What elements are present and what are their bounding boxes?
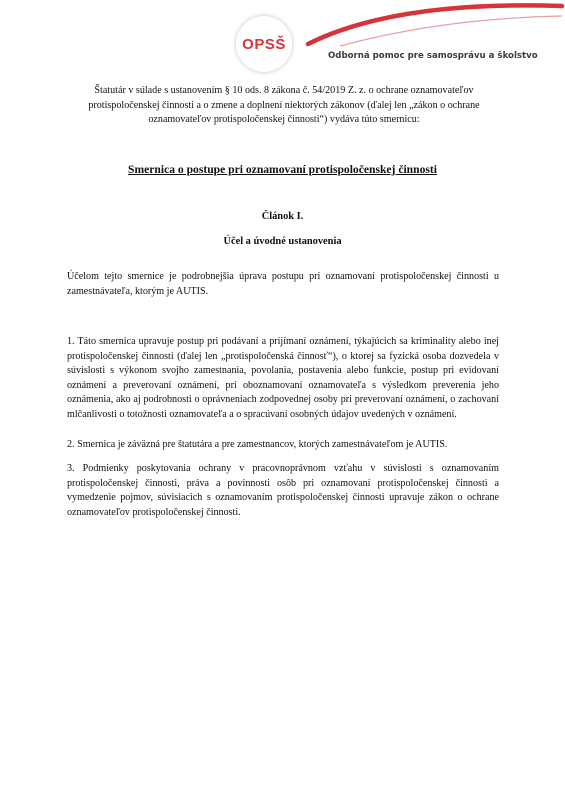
logo-text: OPSŠ [242, 35, 286, 53]
tagline: Odborná pomoc pre samosprávu a školstvo [328, 51, 538, 61]
opss-logo [236, 16, 292, 72]
article-heading: Účel a úvodné ustanovenia [223, 236, 342, 247]
paragraph-2: 2. Smernica je záväzná pre štatutára a pre zamestnancov, ktorých zamestnávateľom je AUTIS. [67, 439, 448, 450]
document-title: Smernica o postupe pri oznamovaní protispoločenskej činnosti [128, 163, 437, 176]
paragraph-3: 3. Podmienky poskytovania ochrany v pracovnoprávnom vzťahu v súvislosti s oznamovaním protispoločenskej činnosti, práva a povinnosti osôb pri oznamovaní protispoločenskej činnosti a vymedzenie pojmov, súvisiacich s oznamovaním protispoločenskej činnosti upravuje zákon o ochrane oznamovateľov protispoločenskej činnosti. [67, 463, 499, 518]
paragraph-1: 1. Táto smernica upravuje postup pri podávaní a prijímaní oznámení, týkajúcich sa kriminality alebo inej protispoločenskej činnosti (ďalej len „protispoločenská činnosť“), o ktorej sa fyzická osoba dozvedela v súvislosti s výkonom svojho zamestnania, povolania, postavenia alebo funkcie, postup pri evidovaní oznámení a preverovaní oznámení, pri oboznamovaní oznamovateľa s výsledkom preverenia jeho oznámenia, ako aj podrobnosti o oprávneniach zodpovednej osoby pri preverovaní oznámení, o zachovaní mlčanlivosti o totožnosti oznamovateľa a o spracúvaní osobných údajov uvedených v oznámení. [67, 336, 499, 420]
article-number: Článok I. [261, 211, 304, 222]
letterhead [0, 0, 565, 80]
swoosh-logo-graphic [300, 0, 565, 50]
paragraph-purpose: Účelom tejto smernice je podrobnejšia úprava postupu pri oznamovaní protispoločenskej činnosti u zamestnávateľa, ktorým je AUTIS. [67, 271, 499, 297]
intro-text: Štatutár v súlade s ustanovením § 10 ods. 8 zákona č. 54/2019 Z. z. o ochrane oznamovateľov protispoločenskej činnosti a o zmene a doplnení niektorých zákonov (ďalej len „zákon o ochrane oznamovateľov protispoločenskej činnosti“) vydáva túto smernicu: [88, 85, 480, 126]
